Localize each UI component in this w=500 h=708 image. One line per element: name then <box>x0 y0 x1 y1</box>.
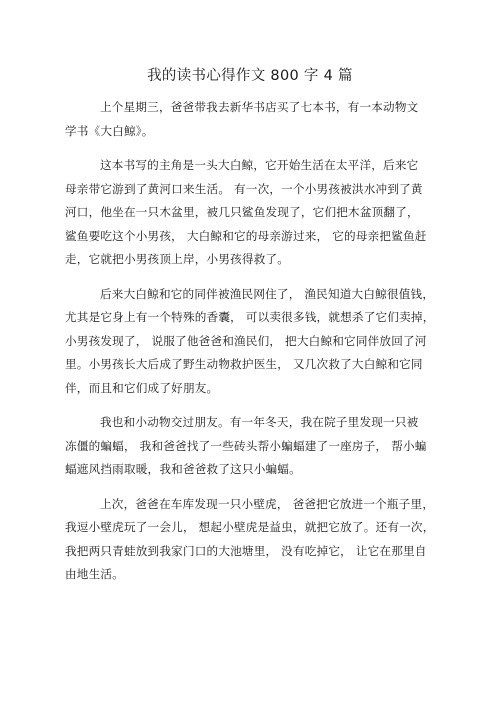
paragraph-line: 尤其是它身上有一个特殊的香囊， 可以卖很多钱，就想杀了它们卖掉， <box>65 310 435 324</box>
paragraph-line: 河口，他坐在一只木盆里，被几只鲨鱼发现了，它们把木盆顶翻了， <box>65 205 419 219</box>
paragraph-line: 后来大白鲸和它的同伴被渔民网住了， 渔民知道大白鲸很值钱， <box>100 286 435 301</box>
paragraph-line: 里。小男孩长大后成了野生动物救护医生， 又几次救了大白鲸和它同 <box>65 357 423 371</box>
paragraph-line: 蝠遮风挡雨取暖，我和爸爸救了这只小蝙蝠。 <box>65 462 301 476</box>
paragraph-4 <box>65 411 439 482</box>
paragraph-3 <box>65 283 439 401</box>
paragraph-line: 上个星期三，爸爸带我去新华书店买了七本书，有一本动物文 <box>100 100 419 114</box>
paragraph-1 <box>65 96 439 143</box>
paragraph-line: 由地生活。 <box>65 567 124 581</box>
paragraph-line: 母亲带它游到了黄河口来生活。 有一次，一个小男孩被洪水冲到了黄 <box>65 181 423 196</box>
paragraph-line: 上次，爸爸在车库发现一只小壁虎， 爸爸把它放进一个瓶子里， <box>100 496 435 511</box>
paragraph-line: 我也和小动物交过朋友。有一年冬天，我在院子里发现一只被 <box>100 415 419 429</box>
paragraph-line: 走，它就把小男孩顶上岸，小男孩得救了。 <box>65 252 290 266</box>
paragraph-line: 我逗小壁虎玩了一会儿， 想起小壁虎是益虫，就把它放了。还有一次， <box>65 520 435 534</box>
paragraph-2 <box>65 154 439 272</box>
document-title: 我的读书心得作文 800 字 4 篇 <box>147 68 353 84</box>
paragraph-line: 我把两只青蛙放到我家门口的大池塘里， 没有吃掉它， 让它在那里自 <box>65 543 427 558</box>
paragraph-line: 鲨鱼要吃这个小男孩， 大白鲸和它的母亲游过来， 它的母亲把鲨鱼赶 <box>65 228 427 243</box>
paragraph-line: 伴，而且和它们成了好朋友。 <box>65 380 219 395</box>
paragraph-line: 学书《大白鲸》。 <box>65 123 154 138</box>
paragraph-line: 冻僵的蝙蝠， 我和爸爸找了一些砖头帮小蝙蝠建了一座房子， 帮小蝙 <box>65 438 427 453</box>
document-body <box>65 96 439 598</box>
paragraph-line: 小男孩发现了， 说服了他爸爸和渔民们， 把大白鲸和它同伴放回了河 <box>65 333 427 348</box>
paragraph-5 <box>65 493 439 587</box>
paragraph-line: 这本书写的主角是一头大白鲸，它开始生活在太平洋，后来它 <box>100 158 419 172</box>
